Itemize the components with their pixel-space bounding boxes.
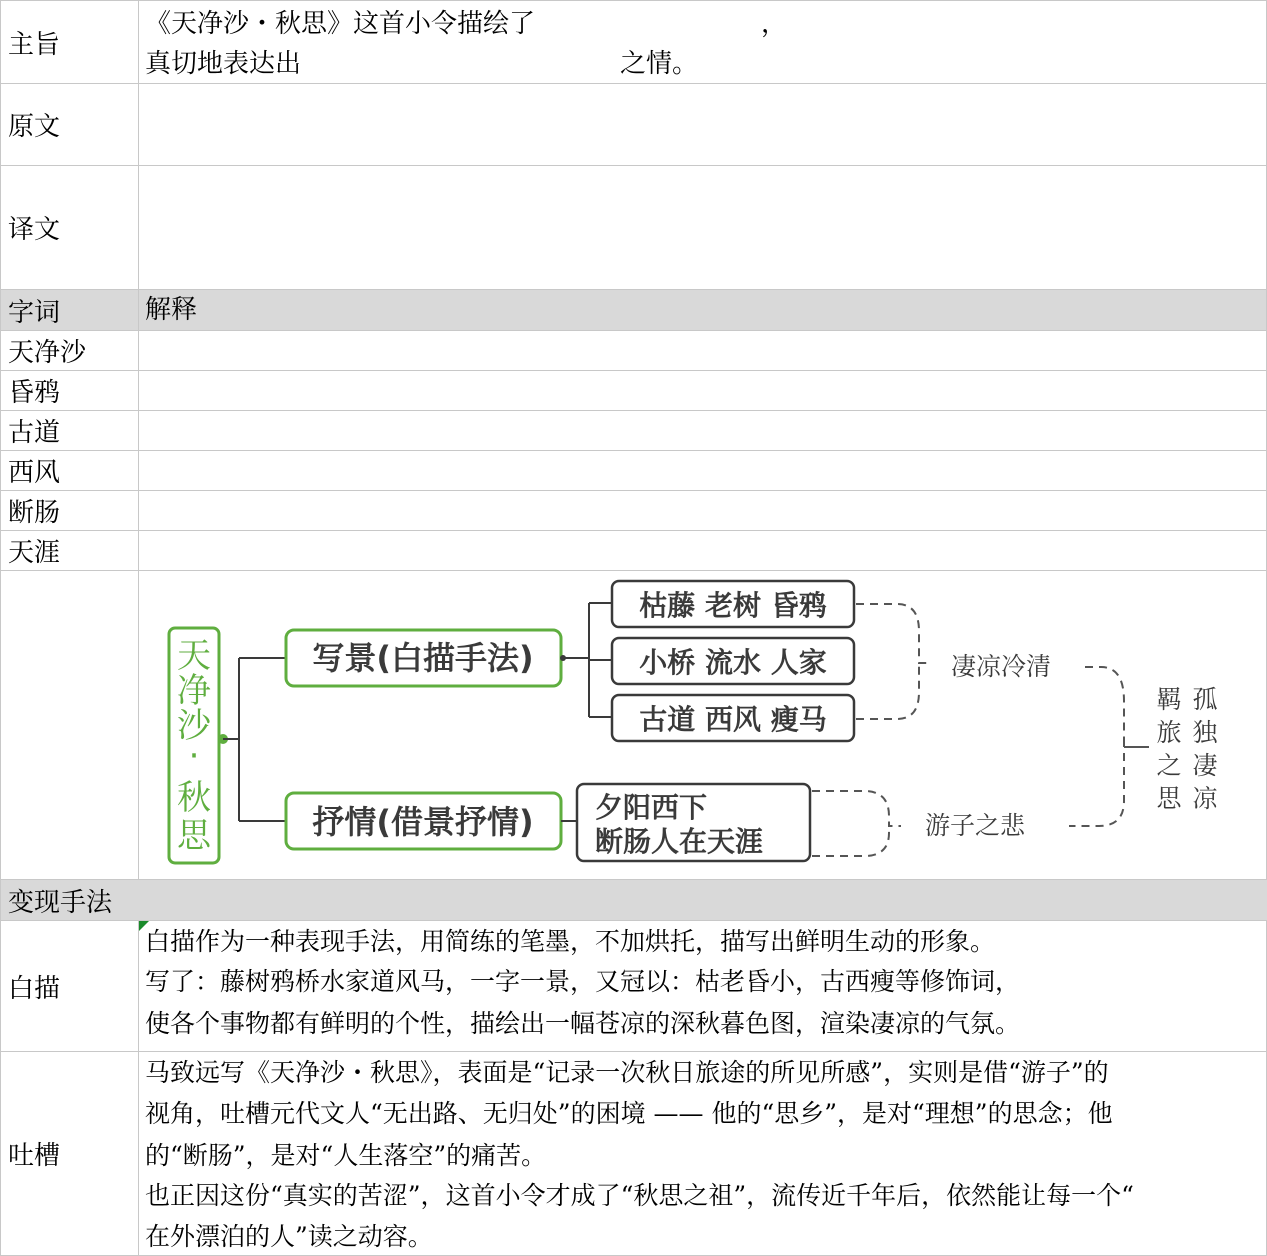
translation-label: 译文 (0, 166, 139, 289)
tucao-row (0, 1051, 1267, 1256)
tucao-content[interactable] (139, 1052, 1267, 1255)
vocab-header-row (0, 289, 1267, 330)
vocab-explain-cell[interactable] (139, 491, 1267, 530)
baimiao-line: 使各个事物都有鲜明的个性，描绘出一幅苍凉的深秋暮色图，渲染凄凉的气氛。 (145, 1009, 1021, 1038)
vocab-row (0, 330, 1267, 370)
branch-emotion-label: 抒情(借景抒情) (312, 803, 534, 841)
translation-row (0, 165, 1267, 289)
vocab-row (0, 370, 1267, 410)
vocab-explain-cell[interactable] (139, 531, 1267, 570)
theme-row (0, 0, 1267, 83)
summary-left-char: 思 (1156, 784, 1182, 813)
root-char: 思 (177, 816, 211, 856)
root-char: 沙 (177, 706, 211, 746)
diagram-row (0, 570, 1267, 879)
vocab-explain-cell[interactable] (139, 331, 1267, 370)
root-char: 天 (177, 636, 211, 676)
summary-left-char: 旅 (1156, 718, 1182, 747)
theme-line1-start: 《天净沙・秋思》这首小令描绘了 (145, 9, 536, 39)
summary-left-char: 之 (1156, 751, 1182, 780)
vocab-word: 断肠 (0, 491, 139, 530)
theme-content[interactable] (139, 1, 1267, 83)
emotion-line1: 夕阳西下 (595, 791, 708, 824)
vocab-header-explain-cell (139, 290, 1267, 330)
vocab-explain-cell[interactable] (139, 411, 1267, 450)
vocab-word: 天涯 (0, 531, 139, 570)
original-label: 原文 (0, 84, 139, 165)
theme-line2-end: 之情。 (620, 49, 699, 79)
tucao-line: 的“断肠”，是对“人生落空”的痛苦。 (145, 1141, 547, 1170)
original-content[interactable] (139, 84, 1267, 165)
vocab-word: 天净沙 (0, 331, 139, 370)
vocab-word: 西风 (0, 451, 139, 490)
label-bleak: 凄凉冷清 (951, 652, 1052, 681)
mind-map-diagram (139, 571, 1266, 879)
tucao-line: 视角，吐槽元代文人“无出路、无归处”的困境 —— 他的“思乡”，是对“理想”的思念；他 (145, 1099, 1113, 1128)
branch-scene-label: 写景(白描手法) (312, 639, 534, 677)
root-char: 秋 (177, 778, 211, 818)
scene-connector (561, 603, 612, 717)
baimiao-line: 白描作为一种表现手法，用简练的笔墨，不加烘托，描写出鲜明生动的形象。 (145, 927, 996, 956)
bleak-dashed-link (1069, 667, 1124, 826)
scene-item-label: 枯藤 老树 昏鸦 (639, 589, 827, 622)
techniques-header-row (0, 879, 1267, 920)
baimiao-content[interactable] (139, 921, 1267, 1051)
vocab-header-word: 字词 (0, 290, 139, 330)
vocab-word: 古道 (0, 411, 139, 450)
diagram-cell (139, 571, 1267, 879)
vocab-word: 昏鸦 (0, 371, 139, 410)
baimiao-label: 白描 (0, 921, 139, 1051)
translation-content[interactable] (139, 166, 1267, 289)
summary-right-char: 独 (1192, 718, 1218, 747)
techniques-header: 变现手法 (0, 880, 300, 920)
summary-right-char: 孤 (1192, 685, 1218, 714)
summary-left-char: 羁 (1156, 685, 1182, 714)
vocab-row (0, 410, 1267, 450)
vocab-row (0, 530, 1267, 570)
original-row (0, 83, 1267, 165)
scene-item-label: 小桥 流水 人家 (639, 646, 827, 679)
theme-line2-start: 真切地表达出 (145, 49, 302, 79)
scene-node-dot (560, 655, 566, 661)
baimiao-line: 写了：藤树鸦桥水家道风马，一字一景，又冠以：枯老昏小，古西瘦等修饰词， (145, 967, 1021, 996)
tucao-label: 吐槽 (0, 1052, 139, 1255)
tucao-line: 在外漂泊的人”读之动容。 (145, 1222, 433, 1251)
vocab-explain-cell[interactable] (139, 451, 1267, 490)
vocab-header-explain: 解释 (145, 295, 198, 325)
scene-item-label: 古道 西风 瘦马 (639, 703, 827, 736)
emotion-line2: 断肠人在天涯 (595, 825, 764, 858)
vocab-explain-cell[interactable] (139, 371, 1267, 410)
diagram-label-cell (0, 571, 139, 879)
summary-right-char: 凉 (1192, 784, 1218, 813)
tucao-line: 马致远写《天净沙・秋思》，表面是“记录一次秋日旅途的所见所感”，实则是借“游子”的 (145, 1058, 1109, 1087)
root-char: 净 (177, 671, 211, 711)
emotion-dashed-bracket (812, 791, 901, 856)
tucao-line: 也正因这份“真实的苦涩”，这首小令才成了“秋思之祖”，流传近千年后，依然能让每一个“ (145, 1181, 1134, 1210)
theme-line1-end: ， (761, 9, 788, 39)
label-sorrow: 游子之悲 (925, 811, 1026, 840)
root-connector (223, 658, 286, 821)
root-char: · (188, 736, 200, 776)
vocab-row (0, 490, 1267, 530)
vocab-row (0, 450, 1267, 490)
baimiao-row (0, 920, 1267, 1051)
scene-dashed-bracket (856, 604, 929, 719)
theme-label: 主旨 (0, 1, 139, 83)
summary-right-char: 凄 (1192, 751, 1218, 780)
